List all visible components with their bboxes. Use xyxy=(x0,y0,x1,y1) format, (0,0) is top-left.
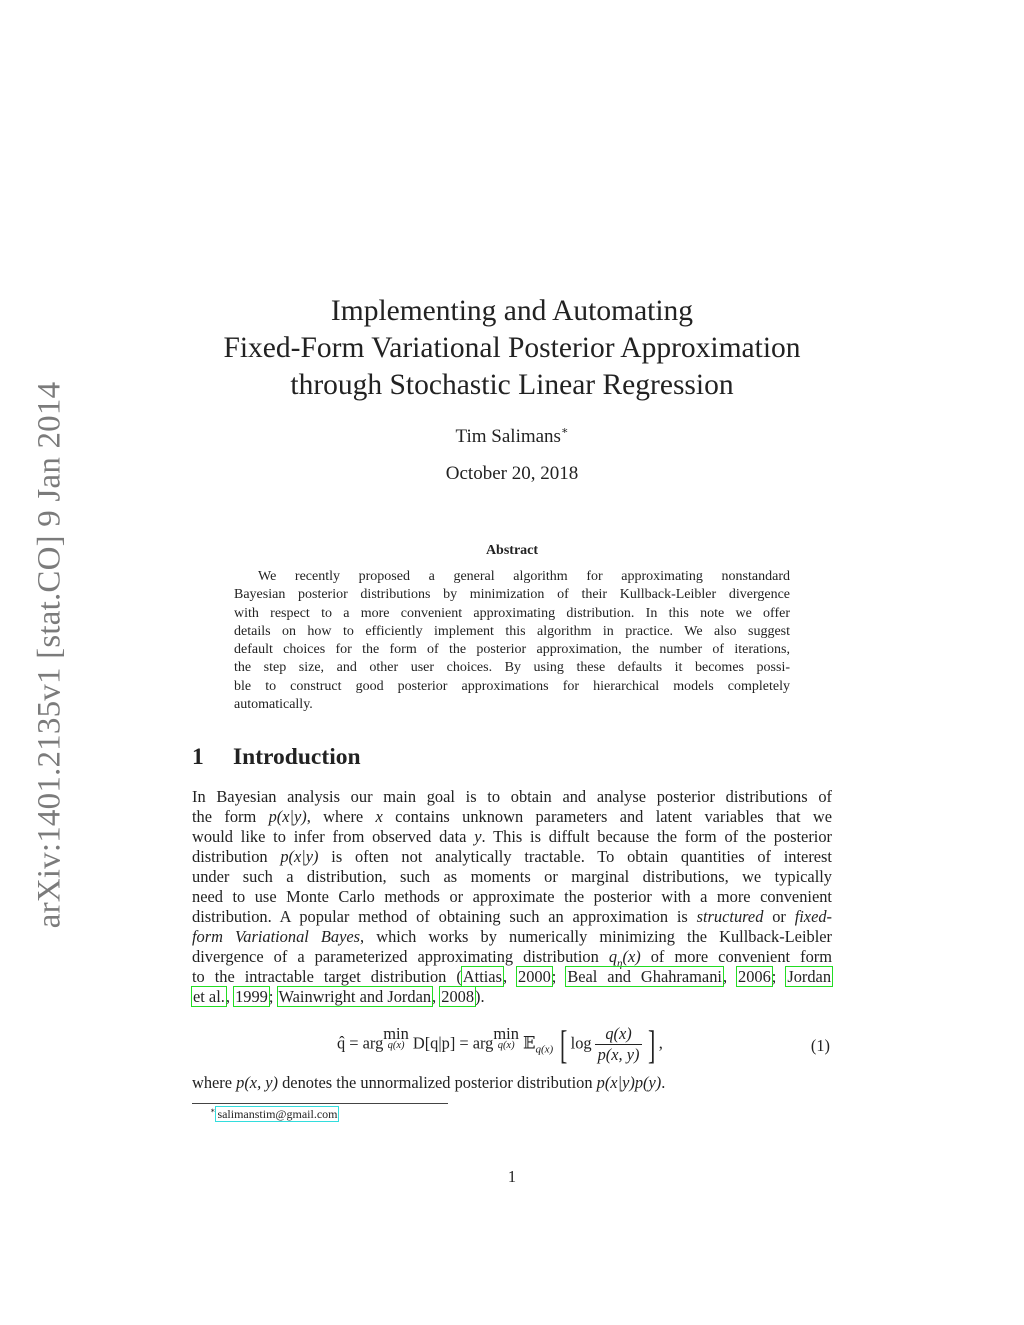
text: of more convenient form xyxy=(640,947,832,966)
text: is often not analytically tractable. To obtain quantities of interest xyxy=(318,847,832,866)
body-line: to the intractable target distribution (Attias, 2000; Beal and Ghahramani, 2006; Jordan xyxy=(192,967,832,986)
text: ). xyxy=(475,987,485,1006)
equation-number: (1) xyxy=(810,1036,830,1055)
emphasis: fixed- xyxy=(794,907,832,926)
eq-fraction xyxy=(595,1024,643,1065)
citation-link-beal[interactable]: Beal and Ghahramani xyxy=(567,967,722,986)
citation-link-2008[interactable]: 2008 xyxy=(441,987,475,1006)
abstract-heading: Abstract xyxy=(485,543,539,558)
eq-numerator: q(x) xyxy=(595,1024,643,1045)
section-number: 1 xyxy=(192,744,204,770)
text: to the intractable target distribution ( xyxy=(192,967,462,986)
abstract xyxy=(234,568,790,714)
email-link[interactable]: salimanstim@gmail.com xyxy=(217,1107,338,1121)
math: p(x, y) xyxy=(236,1073,278,1092)
body-line xyxy=(192,907,832,927)
eq-text: min xyxy=(383,1024,409,1043)
eq-min-operator xyxy=(383,1024,409,1051)
footnote xyxy=(210,1106,339,1122)
paper-title xyxy=(0,293,1024,404)
eq-log: log xyxy=(570,1033,592,1053)
left-bracket: [ xyxy=(560,1021,568,1067)
text: distribution. A popular method of obtaining such an approximation is xyxy=(192,907,697,926)
author-footnote-mark[interactable]: ∗ xyxy=(560,425,569,437)
eq-text: min xyxy=(493,1024,519,1043)
author-name: Tim Salimans xyxy=(455,426,561,447)
body-line: et al., 1999; Wainwright and Jordan, 2008). xyxy=(193,987,485,1006)
abstract-line: the step size, and other user choices. By using these defaults it becomes possi- xyxy=(234,660,790,676)
citation-link-wainwright[interactable]: Wainwright and Jordan xyxy=(278,987,432,1006)
eq-denominator: p(x, y) xyxy=(597,1045,640,1064)
citation-link-2000[interactable]: 2000 xyxy=(518,967,551,986)
eq-min-operator xyxy=(493,1024,519,1051)
eq-subscript: q(x) xyxy=(387,1040,405,1051)
text: contains unknown parameters and latent variables that we xyxy=(382,807,832,826)
date: October 20, 2018 xyxy=(445,463,579,484)
where-sentence xyxy=(192,1073,665,1093)
eq-text: , xyxy=(658,1033,663,1053)
eq-subscript: q(x) xyxy=(497,1040,515,1051)
body-line xyxy=(192,847,832,867)
body-line: In Bayesian analysis our main goal is to obtain and analyse posterior distributions of xyxy=(192,787,832,806)
abstract-line: with respect to a more convenient approximating distribution. In this note we offer xyxy=(234,605,790,621)
introduction-paragraph xyxy=(192,787,832,1007)
emphasis: form Variational Bayes xyxy=(192,927,361,946)
text: . This is diffult because the form of the posterior xyxy=(481,827,832,846)
abstract-line: ble to construct good posterior approximations for hierarchical models completely xyxy=(234,678,790,694)
footnote-rule xyxy=(192,1103,448,1104)
abstract-line: Bayesian posterior distributions by minimization of their Kullback-Leibler divergence xyxy=(234,587,790,603)
body-line: under such a distribution, such as moments or marginal distributions, we typically xyxy=(192,867,832,886)
text: divergence of a parameterized approximating distribution xyxy=(192,947,609,966)
citation-link-jordan-etal[interactable]: et al. xyxy=(193,987,225,1006)
math: (x) xyxy=(622,947,641,966)
eq-expectation: 𝔼 xyxy=(518,1033,536,1053)
math: p(x|y) xyxy=(268,807,307,826)
eq-subscript: q(x) xyxy=(535,1043,554,1056)
eq-text: D[q|p] = arg xyxy=(408,1033,494,1053)
text: , where xyxy=(306,807,376,826)
citation-link-jordan[interactable]: Jordan xyxy=(787,967,832,986)
math: x xyxy=(375,807,383,826)
equation-body xyxy=(337,1021,663,1067)
citation-link-attias[interactable]: Attias xyxy=(462,967,502,986)
text: , which works by numerically minimizing the Kullback-Leibler xyxy=(360,927,832,946)
footnote-mark: ∗ xyxy=(210,1106,216,1115)
title-line-3: through Stochastic Linear Regression xyxy=(290,369,734,401)
title-line-2: Fixed-Form Variational Posterior Approximation xyxy=(223,332,801,364)
eq-text: q̂ = arg xyxy=(337,1033,384,1053)
abstract-line: default choices for the form of the posterior approximation, the number of iterations, xyxy=(234,642,790,658)
equation-1 xyxy=(192,1020,832,1070)
title-line-1: Implementing and Automating xyxy=(330,295,694,327)
abstract-line: details on how to efficiently implement this algorithm in practice. We also suggest xyxy=(234,623,790,639)
math: p(x|y) xyxy=(280,847,319,866)
math: y xyxy=(474,827,482,846)
text: or xyxy=(763,907,795,926)
text: the form xyxy=(192,807,269,826)
text: where xyxy=(192,1073,237,1092)
citation-link-2006[interactable]: 2006 xyxy=(738,967,771,986)
text: would like to infer from observed data xyxy=(192,827,475,846)
citation-link-1999[interactable]: 1999 xyxy=(235,987,268,1006)
section-title: Introduction xyxy=(233,744,361,770)
math: η xyxy=(617,957,623,970)
section-heading xyxy=(192,744,361,771)
emphasis: structured xyxy=(696,907,764,926)
body-line: need to use Monte Carlo methods or approximate the posterior with a more convenient xyxy=(192,887,832,906)
text: . xyxy=(661,1073,666,1092)
body-line xyxy=(192,827,832,847)
body-line xyxy=(192,807,832,827)
author xyxy=(0,424,1024,448)
abstract-line: automatically. xyxy=(234,697,313,713)
math: p(x|y)p(y) xyxy=(596,1073,662,1092)
page-number: 1 xyxy=(507,1167,517,1186)
arxiv-stamp: arXiv:1401.2135v1 [stat.CO] 9 Jan 2014 xyxy=(31,381,68,929)
text: distribution xyxy=(192,847,281,866)
right-bracket: ] xyxy=(648,1021,656,1067)
body-line xyxy=(192,927,832,947)
body-line xyxy=(192,947,832,970)
math: q xyxy=(608,947,618,966)
text: denotes the unnormalized posterior distribution xyxy=(278,1073,597,1092)
abstract-line: We recently proposed a general algorithm for approximating nonstandard xyxy=(258,569,790,584)
